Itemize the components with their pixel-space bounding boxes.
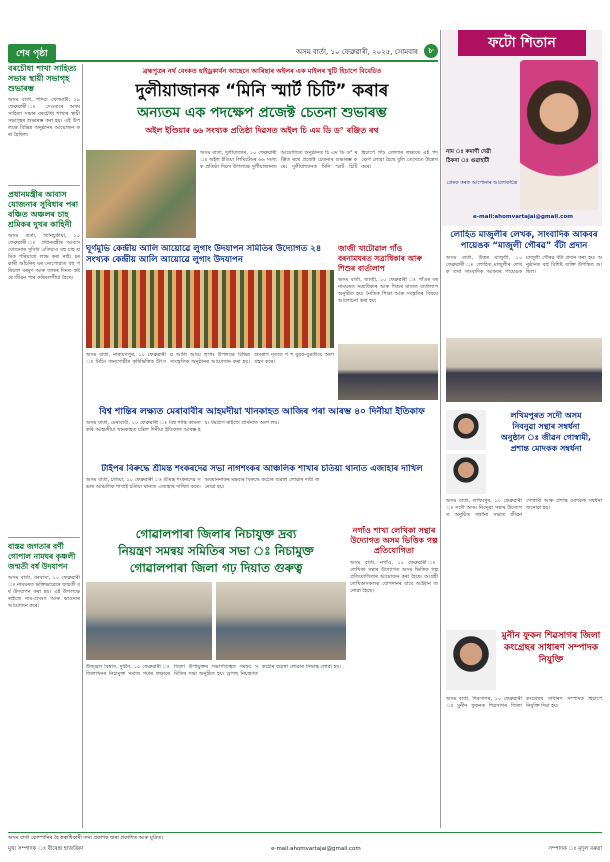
story-goalpara-headline-3: গোৱালপাৰা জিলা গঢ় দিয়াত গুৰুত্ব [129, 561, 303, 575]
photo-section-title: ফটো শিতান [458, 30, 586, 56]
photo-email-text: e-mail:ahomvartajai@gmail.com [473, 214, 573, 220]
footer-email: e-mail:ahomvartajai@gmail.com [271, 846, 361, 852]
footer-chief-editor: মুখ্য সম্পাদক ঃ বীৰেন্দ্ৰ হাজৰিকা [8, 846, 84, 852]
story1-headline: বৰচৌধা শাখা সাহিত্য সভাৰ স্থায়ী সভাগৃহ শুভাৰম্ভ [8, 64, 77, 93]
photo-caption [446, 148, 516, 178]
photo-caption-place: ঠিকনা ঃ গুৱাহাটী [446, 158, 490, 164]
story3-text: অসম বাৰ্তা, বৰবাসা, ১০ ফেব্ৰুৱাৰী ঃ নামঘৰত ভক্তিভাৱেৰে জন্মতী বৰ্ষ উদযাপন কৰা হয়। এই উপলক্ষে ৰাইজে নাম-প্ৰসংগ আৰু ভাওনাৰ আয়োজন কৰে। [8, 575, 80, 609]
story-munin [446, 630, 602, 828]
main-subhead: অইল ইণ্ডিয়াৰ ৬৬ সংখ্যক প্ৰতিষ্ঠা দিৱসত অইল চি এম ডি ড° ৰঞ্জিত ৰথ [145, 126, 379, 135]
story-munin-photo [446, 630, 496, 690]
story-typing [86, 464, 438, 524]
left-column [8, 64, 80, 828]
top-strap [86, 64, 438, 78]
main-story [86, 150, 438, 240]
story-nagaon-headline: নগাঁও শাখা লেখিকা সন্থাৰ উদ্যোগত অসম ভিত্তিক গল্প প্ৰতিযোগিতা [350, 526, 438, 555]
story-goalpara-photo-1 [86, 582, 212, 660]
photo-caption-name: নাম ঃ ৰুমাৰ্ণী দেৱী [446, 149, 491, 155]
story-munin-text: অসম বাৰ্তা, শিৱসাগৰ, ১০ ফেব্ৰুৱাৰী ঃ মুনীন ফুকনক শিৱসাগৰ জিলা কংগ্ৰেছৰ সাধাৰণ সম্পাদক হিচাপে নিযুক্তি দিয়া হয়। [446, 696, 602, 709]
story-world-text: অসম বাৰ্তা, মেৰাবাবী, ১০ ফেব্ৰুৱাৰী ঃ বিশ্ব শান্তি কামনা কৰি আহমদীয়া খানকাহত চল্লিশ দিনীয়া ইতিকাফ আৰম্ভ হয়। ধৰ্মপ্ৰাণ ৰাইজে প্ৰাৰ্থনাত অংশ লয়। [86, 420, 279, 433]
story-lakhimpur-headline-1: লখিমপুৰত সদৌ অসম [510, 411, 582, 420]
photo-email [446, 212, 600, 222]
story-lakhimpur-photo-2 [446, 454, 486, 494]
main-headline-2: অন্যতম এক পদক্ষেপ প্ৰজেক্ট চেতনা শুভাৰম্ভ [137, 105, 387, 121]
story-lohit-headline: লোহিত মাজুলীৰ লেখক, সাংবাদিক আকবৰ পায়েঙক “মাজুলী গৌৰৱ” বঁটা প্ৰদান [450, 230, 598, 251]
story-nagaon-text: অসম বাৰ্তা, নগাঁও, ১০ ফেব্ৰুৱাৰী ঃ লেখিকা সন্থাৰ উদ্যোগত অসম ভিত্তিক গল্প প্ৰতিযোগিতাৰ আয়োজন কৰা হৈছে। আগ্ৰহী লেখিকাসকলক যোগদানৰ বাবে আহ্বান জনোৱা হৈছে। [350, 560, 438, 594]
story-lakhimpur-headline-3: অনুষ্ঠান ঃ জীৱন গোস্বামী, [500, 433, 592, 442]
story-jaji [338, 244, 438, 404]
story-lakhimpur-headline-2: নিবনুৱা সন্থাৰ সম্বৰ্ধনা [512, 422, 580, 431]
section-tag: শেষ পৃষ্ঠা [8, 44, 56, 63]
photo-side-note [446, 180, 518, 204]
photo-side-note-text: প্ৰেৰক কৰক আপোনাৰ আলোকচিত্ৰ [446, 180, 518, 186]
story-jaji-photo [338, 344, 438, 400]
main-story-photo [86, 150, 196, 238]
story3-headline: বাস্তৱ জগতাৰ বৰ্ণী গোপাল নামঘৰ কৃষ্ণলী জন্মতী বৰ্ষ উদযাপন [8, 542, 76, 571]
story1-text: অসম বাৰ্তা, শদিয়া খেলমাটী, ১৯ ফেব্ৰুৱাৰী ঃ দেওবাৰে অসম সাহিত্য সভাৰ বৰচৌধা শাখাৰ স্থায়ী সভাগৃহৰ শুভাৰম্ভ কৰা হয়। এই উপলক্ষে বিভিন্ন অনুষ্ঠানৰ আয়োজন কৰা হৈছিল। [8, 97, 80, 138]
story-typing-text: অসম বাৰ্তা, চতিয়া, ১০ ফেব্ৰুৱাৰী ঃ শ্ৰীমন্ত শংকৰদেৱ সভাৰ আঞ্চলিক শাখাই চতিয়া থানাত এজাহাৰ দাখিল কৰে। অবমাননাকৰ মন্তব্যৰ বিৰুদ্ধে কঠোৰ ব্যৱস্থা লোৱাৰ দাবী জনোৱা হয়। [86, 477, 320, 490]
story-goalpara-text: উজ্জ্বল বিশ্বাস, দুধনৈ, ১০ ফেব্ৰুৱাৰী ঃ জিলাখনৰ নিচামুক্ত সমাজ গঢ়াৰ লক্ষ্যৰে জিলা উপায়ুক্তৰ সভাপতিত্বত সমন্বয় সমিতিৰ সভা অনুষ্ঠিত হয়। ড্ৰাগছ নিয়ন্ত্ৰণত কঠোৰ ব্যৱস্থা লোৱাৰ সিদ্ধান্ত লোৱা হয়। [86, 664, 341, 677]
page-footer [8, 832, 602, 857]
main-story-text: অসম বাৰ্তা, দুলীয়াজান, ১০ ফেব্ৰুৱাৰী ঃ অইল ইণ্ডিয়া লিমিটেডৰ ৬৬ সংখ্যক প্ৰতিষ্ঠা দিৱস উপলক্ষে দুলীয়াজানত আয়োজিত অনুষ্ঠানত চি এম ডি ড° ৰঞ্জিত ৰথে প্ৰজেক্ট চেতনাৰ শুভাৰম্ভ কৰে। দুলীয়াজানক মিনি স্মাৰ্ট চিটি হিচাপে গঢ়ি তোলাৰ লক্ষ্যৰে এই পদক্ষেপ লোৱা হৈছে বুলি তেখেতে উল্লেখ কৰে। [200, 150, 438, 170]
story-typing-headline: টাইপৰ বিৰুদ্ধে শ্ৰীমন্ত শংকৰদেৱ সভা নাগশংকৰ আঞ্চলিক শাখাৰ চতিয়া থানাত এজাহাৰ দাখিল [101, 464, 423, 474]
story-tea [86, 244, 334, 404]
story-munin-headline: মুনীন ফুকন শিৱসাগৰ জিলা কংগ্ৰেছৰ সাধাৰণ সম্পাদক নিযুক্তি [501, 631, 601, 665]
story-goalpara [86, 526, 346, 828]
story-lohit-photo [446, 338, 602, 402]
story-lakhimpur-text: অসম বাৰ্তা, লখিমপুৰ, ১০ ফেব্ৰুৱাৰী ঃ সদৌ অসম নিবনুৱা সন্থাৰ উদ্যোগত অনুষ্ঠিত সম্বৰ্ধনা সভাত জীৱন গোস্বামী আৰু প্ৰশান্ত মোদকক সম্বৰ্ধনা জনোৱা হয়। [446, 498, 602, 518]
story-tea-photo [86, 270, 334, 348]
page-header [8, 44, 438, 62]
story-goalpara-headline-1: গোৱালপাৰা জিলাৰ নিচাযুক্ত দ্ৰব্য [135, 527, 297, 541]
story-lakhimpur [446, 410, 602, 626]
story-goalpara-headline-2: নিয়ন্ত্ৰণ সমন্বয় সমিতিৰ সভা ঃ নিচামুক্ত [118, 544, 314, 558]
story-nagaon [350, 526, 438, 828]
story-world [86, 406, 438, 462]
photo-section-image [520, 60, 598, 210]
footer-line-1: অসম বাৰ্তা কোম্পানিৰ হৈ স্বত্বাধিকাৰী তথা প্ৰকাশক দ্বাৰা প্ৰকাশিত আৰু মুদ্ৰিত। [8, 835, 164, 841]
story-tea-text: অসম বাৰ্তা, নাৰায়ণপুৰ, ১০ ফেব্ৰুৱাৰী ঃ মিচিং জনগোষ্ঠীৰ কৃষিভিত্তিক উৎসৱ আলি আয়ে লৃগাং উপলক্ষে বিভিন্ন সাংস্কৃতিক অনুষ্ঠানৰ আয়োজন কৰা হয়। গুমৰাগ নৃত্যত শ শ যুৱক-যুৱতীয়ে অংশগ্ৰহণ কৰে। [86, 352, 334, 365]
footer-line-2 [8, 846, 602, 854]
date-line: অসম বাৰ্তা, ১০ ফেব্ৰুৱাৰী, ২০২৫, সোমবাৰ [296, 48, 418, 56]
story-lakhimpur-photo-1 [446, 410, 486, 450]
story-lohit-text: অসম বাৰ্তা, উত্তৰ মাজুলী, ১০ ফেব্ৰুৱাৰী ঃ লোহিত মাজুলীৰ লেখক তথা সাংবাদিক আকবৰ পায়েঙক মাজুলী গৌৰৱ বঁটা প্ৰদান কৰা হয়। অনুষ্ঠানত বহু বিশিষ্ট ব্যক্তি উপস্থিত আছিল। [446, 255, 602, 275]
story-tea-headline: ঘূৰ্ণমুভি কেন্দ্ৰীয় আলি আয়োৱে লুগাং উদযাপন সমিতিৰ উদ্যোগত ২৪ সংখ্যক কেন্দ্ৰীয় আলি আয়োৱে লুগাং উদযাপন [86, 244, 322, 265]
top-strap-text: ব্ৰহ্মপুত্ৰৰ নৰ্থ বেংকত হাইড্ৰকাৰ্বন আছেনে আৰিছাৰ অইলৰ এক মাইলৰ খুটি হিচাপে বিবেচিত [142, 67, 382, 75]
story-goalpara-photo-2 [216, 582, 346, 660]
page-number: ৮ [424, 44, 438, 58]
story2-text: অসম বাৰ্তা, তিনিচুকীয়া, ১০ ফেব্ৰুৱাৰী ঃ প্ৰধানমন্ত্ৰীৰ আবাস যোজনাৰ সুবিধা এতিয়াও বহু চাহ শ্ৰমিক পৰিয়ালে লাভ কৰা নাই। চৰকাৰী আঁচনিৰ ঘৰ নোপোৱাত বহু পৰিয়াল বৰষুণ আৰু জাৰৰ দিনত কষ্টৰে জীৱন পাৰ কৰিবলগীয়া হৈছে। [8, 233, 80, 281]
story-world-headline: বিশ্ব শান্তিৰ লক্ষ্যত মেৰাবাবীৰ আহমদীয়া খানকাহত আজিৰ পৰা আৰম্ভ ৪০ দিনীয়া ইতিকাফ [99, 407, 425, 417]
story2-headline: প্ৰধানমন্ত্ৰীৰ আবাস যোজনাৰ সুবিধাৰ পৰা বঞ্চিত অঞ্চলৰ চাহ শ্ৰমিকৰ দুখৰ কাহিনী [8, 190, 79, 229]
story-lohit [446, 230, 602, 406]
main-headline-block [86, 80, 438, 146]
story-jaji-text: অসম বাৰ্তা, জাজী, ১০ ফেব্ৰুৱাৰী ঃ গাঁওৰ বৰনামঘৰত সত্ৰাধিকাৰ আৰু শিশুৰ মাজত বাৰ্তালাপ অনুষ্ঠিত হয়। নৈতিক শিক্ষা আৰু সংস্কৃতিৰ বিষয়ে আলোচনা কৰা হয়। [338, 277, 438, 304]
story-jaji-headline: জাজী খাটোৱাল গাঁও বৰনামঘৰত সত্ৰাধিকাৰ আৰু শিশুৰ বাৰ্তালাপ [338, 244, 422, 273]
footer-editor: সম্পাদক ঃ মৃদুল বৰুৱা [548, 846, 602, 852]
story-lakhimpur-headline-4: প্ৰশান্ত মোদকক সম্বৰ্ধনা [510, 444, 582, 453]
main-headline: দুলীয়াজানক “মিনি স্মাৰ্ট চিটি” কৰাৰ [135, 81, 389, 101]
